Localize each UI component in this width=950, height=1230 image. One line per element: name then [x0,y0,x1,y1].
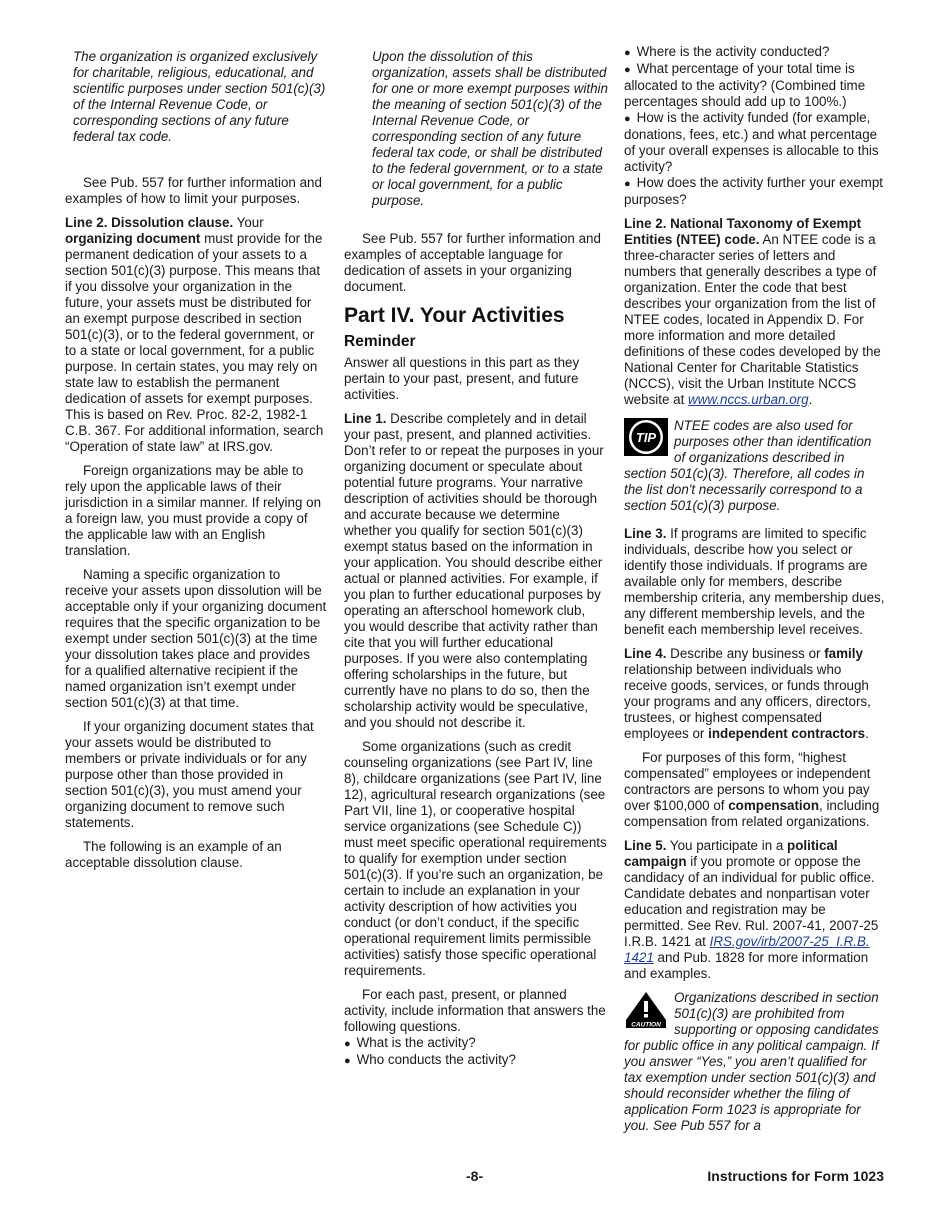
line2-dissolution-paragraph: Line 2. Dissolution clause. Your organizing document must provide for the permanent dedication of your assets to a section 501(c)(3) purpose. This means that if you dissolve your organization in the future, your assets must be distributed for an exempt purpose described in section 501(c)(3), or to the federal government, or to a state or local government, for a public purpose. In certain states, you may rely on state law to establish the permanent dedication of assets for exempt purposes. This is based on Rev. Proc. 82-2, 1982-1 C.B. 367. For additional information, search “Operation of state law” at IRS.gov. [65,215,324,454]
paragraph: See Pub. 557 for further information and examples of acceptable language for dedication of assets in your organizing document. [344,231,601,294]
column-middle [344,44,608,1069]
page-number: -8- [466,1168,484,1184]
caution-icon [624,990,668,1028]
paragraph: If your organizing document states that your assets would be distributed to members or private individuals or for any purpose other than those provided in section 501(c)(3), you must amend your organizing document to remove such statements. [65,719,314,830]
paragraph: See Pub. 557 for further information and examples of how to limit your purposes. [65,175,322,206]
list-item: ● How is the activity funded (for example, donations, fees, etc.) and what percentage of your overall expenses is allocable to this activity? [624,110,879,174]
tip-notice: TIP NTEE codes are also used for purposes other than identification of organizations described in section 501(c)(3). Therefore, all codes in the list don't necessarily correspond to a section 501(c)(3) purpose. [624,418,872,513]
line1-paragraph: Line 1. Describe completely and in detail your past, present, and planned activities. Don’t refer to or repeat the purposes in your organizing document or speculate about potential future programs. Your narrative description of activities should be thorough and accurate because we determine whether you qualify for section 501(c)(3) exempt status based on the information in your application. You should describe either actual or planned activities. For example, if you plan to further educational purposes by operating an afterschool homework club, you would describe that activity rather than cite that you will further educational purposes. If you were also contemplating offering scholarships in the future, but currently have no plans to do so, then the scholarship activity would be speculative, and you should not describe it. [344,411,604,730]
list-item: ● What is the activity? [344,1035,476,1050]
section-heading: Part IV. Your Activities [344,304,565,327]
column-right [624,44,886,1144]
bullet-list [624,44,886,208]
tip-icon-label: TIP [635,430,657,445]
purpose-clause-example: The organization is organized exclusively for charitable, religious, educational, and scientific purposes under section 501(c)(3) of the Internal Revenue Code, or corresponding sections of any future federal tax code. [73,49,326,144]
list-item: ● Where is the activity conducted? [624,44,830,59]
paragraph: For each past, present, or planned activity, include information that answers the following questions. [344,987,606,1034]
list-item: ● Who conducts the activity? [344,1052,516,1067]
subheading: Reminder [344,333,416,350]
line3-paragraph: Line 3. If programs are limited to specific individuals, describe how you select or identify those individuals. If programs are available only for members, describe membership criteria, any membership dues, any different membership levels, and the benefit each membership level receives. [624,526,885,637]
paragraph: Naming a specific organization to receive your assets upon dissolution will be acceptable only if your organizing document requires that the specific organization to be exempt under section 501(c)(3) at the time your dissolution takes place and provides for a qualified alternative recipient if the named organization isn’t exempt under section 501(c)(3) at that time. [65,567,327,710]
line2-label: Line 2. Dissolution clause. [65,215,234,230]
caution-notice: CAUTION Organizations described in section 501(c)(3) are prohibited from supporting or opposing candidates for public office in any political campaign. If you answer “Yes,” you aren’t qualified for tax exemption under section 501(c)(3) and should reconsider whether the filing of application Form 1023 is appropriate for you. See Pub 557 for a [624,990,879,1133]
paragraph: Foreign organizations may be able to rely upon the applicable laws of their jurisdiction in a similar manner. If relying on a foreign law, you must provide a copy of the applicable law with an English translation. [65,463,322,558]
dissolution-clause-example: Upon the dissolution of this organization, assets shall be distributed for one or more exempt purposes within the meaning of section 501(c)(3) of the Internal Revenue Code, or corresponding section of any future federal tax code, or shall be distributed to the federal government, or to a state or local government, for a public purpose. [372,49,608,208]
nccs-link[interactable]: www.nccs.urban.org [688,392,809,407]
line5-paragraph: Line 5. You participate in a political campaign if you promote or oppose the candidacy of an individual for public office. Candidate debates and nonpartisan voter education and registration may be permitted. See Rev. Rul. 2007-41, 2007-25 I.R.B. 1421 at IRS.gov/irb/2007-25_I.R.B. 1421 and Pub. 1828 for more information and examples. [624,838,879,981]
footer-title: Instructions for Form 1023 [707,1168,884,1184]
tip-icon [624,418,668,456]
irb-link[interactable]: IRS.gov/irb/2007-25_I.R.B. 1421 [624,934,870,965]
paragraph: Some organizations (such as credit counseling organizations (see Part IV, line 8), childcare organizations (see Part IV, line 12), agricultural research organizations (see Part VII, line 1), or cooperative hospital service organizations (see Schedule C)) must meet specific operational requirements to qualify for exemption under section 501(c)(3). If you’re such an organization, be certain to include an explanation in your activity description of how activities you conduct (or don’t conduct, if the specific operational requirement limits permissible activities) satisfy those specific operational requirements. [344,739,607,978]
line2-ntee-paragraph: Line 2. National Taxonomy of Exempt Entities (NTEE) code. An NTEE code is a three-character series of letters and numbers that generally describes a type of organization. Enter the code that best describes your organization from the list of NTEE codes, located in Appendix D. For more information and more detailed definitions of these codes developed by the National Center for Charitable Statistics (NCCS), visit the Urban Institute NCCS website at www.nccs.urban.org. [624,216,881,407]
column-left [65,44,327,879]
paragraph: The following is an example of an acceptable dissolution clause. [65,839,282,870]
caution-icon-label: CAUTION [631,1021,661,1028]
line4-paragraph: Line 4. Describe any business or family relationship between individuals who receive goods, services, or funds through your programs and any officers, directors, trustees, or highest compensated employees or independent contractors. [624,646,871,741]
paragraph: Answer all questions in this part as they pertain to your past, present, and future activities. [344,355,580,402]
paragraph: For purposes of this form, “highest compensated” employees or independent contractors are persons to whom you pay over $100,000 of compensation, including compensation from related organizations. [624,750,880,829]
bullet-list [344,1035,608,1069]
list-item: ● How does the activity further your exempt purposes? [624,175,884,207]
list-item: ● What percentage of your total time is allocated to the activity? (Combined time percentages should add up to 100%.) [624,61,866,109]
